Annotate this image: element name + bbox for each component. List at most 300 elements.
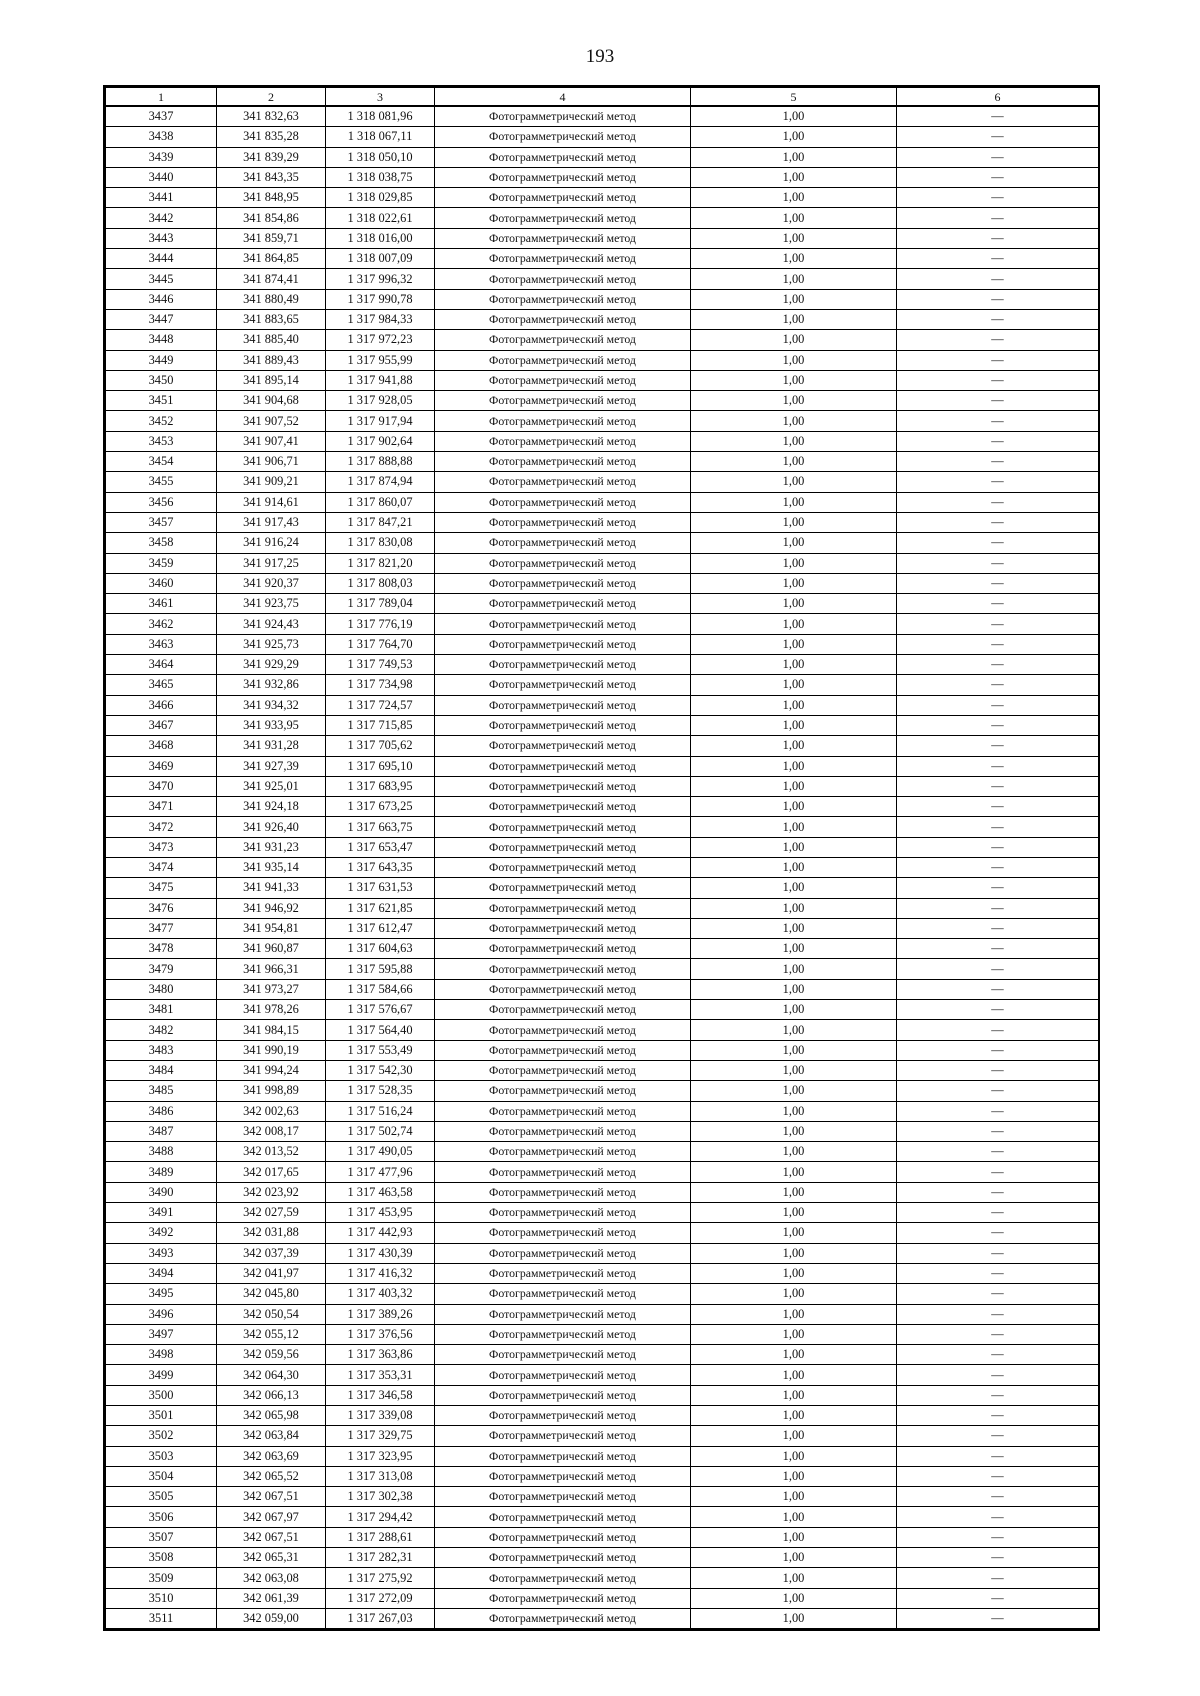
point-number-cell: 3490: [106, 1182, 217, 1202]
accuracy-cell: 1,00: [691, 370, 897, 390]
point-number-cell: 3470: [106, 776, 217, 796]
accuracy-cell: 1,00: [691, 837, 897, 857]
y-coordinate-cell: 1 317 888,88: [326, 452, 435, 472]
table-row: [106, 1568, 1099, 1588]
method-cell: Фотограмметрический метод: [435, 675, 691, 695]
description-cell: —: [897, 1548, 1099, 1568]
description-cell: —: [897, 1507, 1099, 1527]
accuracy-cell: 1,00: [691, 1081, 897, 1101]
point-number-cell: 3449: [106, 350, 217, 370]
table-row: [106, 1060, 1099, 1080]
y-coordinate-cell: 1 317 643,35: [326, 857, 435, 877]
table-row: [106, 1466, 1099, 1486]
description-cell: —: [897, 1446, 1099, 1466]
y-coordinate-cell: 1 317 595,88: [326, 959, 435, 979]
y-coordinate-cell: 1 318 029,85: [326, 188, 435, 208]
table-row: [106, 350, 1099, 370]
y-coordinate-cell: 1 317 715,85: [326, 715, 435, 735]
y-coordinate-cell: 1 317 776,19: [326, 614, 435, 634]
description-cell: —: [897, 817, 1099, 837]
accuracy-cell: 1,00: [691, 1588, 897, 1608]
accuracy-cell: 1,00: [691, 228, 897, 248]
description-cell: —: [897, 350, 1099, 370]
accuracy-cell: 1,00: [691, 1182, 897, 1202]
method-cell: Фотограмметрический метод: [435, 1527, 691, 1547]
y-coordinate-cell: 1 317 453,95: [326, 1203, 435, 1223]
y-coordinate-cell: 1 318 050,10: [326, 147, 435, 167]
y-coordinate-cell: 1 317 329,75: [326, 1426, 435, 1446]
x-coordinate-cell: 341 916,24: [217, 533, 326, 553]
point-number-cell: 3481: [106, 1000, 217, 1020]
method-cell: Фотограмметрический метод: [435, 1243, 691, 1263]
x-coordinate-cell: 341 835,28: [217, 127, 326, 147]
y-coordinate-cell: 1 317 941,88: [326, 370, 435, 390]
y-coordinate-cell: 1 317 463,58: [326, 1182, 435, 1202]
method-cell: Фотограмметрический метод: [435, 1426, 691, 1446]
x-coordinate-cell: 341 854,86: [217, 208, 326, 228]
description-cell: —: [897, 655, 1099, 675]
method-cell: Фотограмметрический метод: [435, 1223, 691, 1243]
point-number-cell: 3440: [106, 167, 217, 187]
description-cell: —: [897, 959, 1099, 979]
method-cell: Фотограмметрический метод: [435, 472, 691, 492]
table-row: [106, 1203, 1099, 1223]
description-cell: —: [897, 188, 1099, 208]
description-cell: —: [897, 1223, 1099, 1243]
point-number-cell: 3468: [106, 736, 217, 756]
y-coordinate-cell: 1 317 705,62: [326, 736, 435, 756]
method-cell: Фотограмметрический метод: [435, 431, 691, 451]
method-cell: Фотограмметрический метод: [435, 695, 691, 715]
method-cell: Фотограмметрический метод: [435, 188, 691, 208]
point-number-cell: 3441: [106, 188, 217, 208]
description-cell: —: [897, 1385, 1099, 1405]
table-row: [106, 1081, 1099, 1101]
accuracy-cell: 1,00: [691, 736, 897, 756]
x-coordinate-cell: 341 848,95: [217, 188, 326, 208]
point-number-cell: 3488: [106, 1142, 217, 1162]
description-cell: —: [897, 594, 1099, 614]
y-coordinate-cell: 1 317 528,35: [326, 1081, 435, 1101]
accuracy-cell: 1,00: [691, 1121, 897, 1141]
description-cell: —: [897, 533, 1099, 553]
y-coordinate-cell: 1 317 749,53: [326, 655, 435, 675]
x-coordinate-cell: 342 067,51: [217, 1527, 326, 1547]
table-row: [106, 939, 1099, 959]
column-header-4: 4: [435, 88, 691, 107]
y-coordinate-cell: 1 317 389,26: [326, 1304, 435, 1324]
y-coordinate-cell: 1 317 564,40: [326, 1020, 435, 1040]
description-cell: —: [897, 1304, 1099, 1324]
description-cell: —: [897, 1365, 1099, 1385]
x-coordinate-cell: 341 925,73: [217, 634, 326, 654]
x-coordinate-cell: 341 931,23: [217, 837, 326, 857]
x-coordinate-cell: 341 914,61: [217, 492, 326, 512]
table-row: [106, 188, 1099, 208]
method-cell: Фотограмметрический метод: [435, 1304, 691, 1324]
x-coordinate-cell: 341 883,65: [217, 309, 326, 329]
x-coordinate-cell: 342 055,12: [217, 1324, 326, 1344]
x-coordinate-cell: 341 874,41: [217, 269, 326, 289]
table-row: [106, 1101, 1099, 1121]
description-cell: —: [897, 269, 1099, 289]
x-coordinate-cell: 342 065,31: [217, 1548, 326, 1568]
point-number-cell: 3461: [106, 594, 217, 614]
accuracy-cell: 1,00: [691, 817, 897, 837]
table-body: [106, 106, 1099, 1629]
y-coordinate-cell: 1 317 695,10: [326, 756, 435, 776]
x-coordinate-cell: 341 885,40: [217, 330, 326, 350]
accuracy-cell: 1,00: [691, 1060, 897, 1080]
table-row: [106, 1548, 1099, 1568]
method-cell: Фотограмметрический метод: [435, 452, 691, 472]
description-cell: —: [897, 1487, 1099, 1507]
point-number-cell: 3454: [106, 452, 217, 472]
description-cell: —: [897, 492, 1099, 512]
accuracy-cell: 1,00: [691, 188, 897, 208]
point-number-cell: 3475: [106, 878, 217, 898]
point-number-cell: 3438: [106, 127, 217, 147]
method-cell: Фотограмметрический метод: [435, 736, 691, 756]
table-row: [106, 979, 1099, 999]
x-coordinate-cell: 342 013,52: [217, 1142, 326, 1162]
x-coordinate-cell: 342 045,80: [217, 1284, 326, 1304]
x-coordinate-cell: 341 990,19: [217, 1040, 326, 1060]
y-coordinate-cell: 1 317 272,09: [326, 1588, 435, 1608]
point-number-cell: 3497: [106, 1324, 217, 1344]
method-cell: Фотограмметрический метод: [435, 391, 691, 411]
method-cell: Фотограмметрический метод: [435, 208, 691, 228]
method-cell: Фотограмметрический метод: [435, 1365, 691, 1385]
table-row: [106, 1345, 1099, 1365]
y-coordinate-cell: 1 317 604,63: [326, 939, 435, 959]
method-cell: Фотограмметрический метод: [435, 594, 691, 614]
y-coordinate-cell: 1 317 553,49: [326, 1040, 435, 1060]
point-number-cell: 3492: [106, 1223, 217, 1243]
point-number-cell: 3444: [106, 249, 217, 269]
method-cell: Фотограмметрический метод: [435, 309, 691, 329]
accuracy-cell: 1,00: [691, 1040, 897, 1060]
method-cell: Фотограмметрический метод: [435, 1040, 691, 1060]
x-coordinate-cell: 341 907,41: [217, 431, 326, 451]
point-number-cell: 3507: [106, 1527, 217, 1547]
y-coordinate-cell: 1 317 288,61: [326, 1527, 435, 1547]
description-cell: —: [897, 695, 1099, 715]
description-cell: —: [897, 1121, 1099, 1141]
accuracy-cell: 1,00: [691, 330, 897, 350]
method-cell: Фотограмметрический метод: [435, 959, 691, 979]
point-number-cell: 3457: [106, 512, 217, 532]
method-cell: Фотограмметрический метод: [435, 837, 691, 857]
accuracy-cell: 1,00: [691, 1466, 897, 1486]
table-row: [106, 106, 1099, 127]
y-coordinate-cell: 1 317 860,07: [326, 492, 435, 512]
table-header: [106, 88, 1099, 107]
table-row: [106, 878, 1099, 898]
description-cell: —: [897, 208, 1099, 228]
method-cell: Фотограмметрический метод: [435, 1406, 691, 1426]
x-coordinate-cell: 341 998,89: [217, 1081, 326, 1101]
description-cell: —: [897, 878, 1099, 898]
accuracy-cell: 1,00: [691, 1406, 897, 1426]
accuracy-cell: 1,00: [691, 614, 897, 634]
accuracy-cell: 1,00: [691, 939, 897, 959]
x-coordinate-cell: 341 946,92: [217, 898, 326, 918]
accuracy-cell: 1,00: [691, 776, 897, 796]
description-cell: —: [897, 918, 1099, 938]
table-row: [106, 208, 1099, 228]
point-number-cell: 3460: [106, 573, 217, 593]
method-cell: Фотограмметрический метод: [435, 330, 691, 350]
accuracy-cell: 1,00: [691, 918, 897, 938]
accuracy-cell: 1,00: [691, 309, 897, 329]
table-row: [106, 1040, 1099, 1060]
accuracy-cell: 1,00: [691, 675, 897, 695]
description-cell: —: [897, 1162, 1099, 1182]
description-cell: —: [897, 1243, 1099, 1263]
accuracy-cell: 1,00: [691, 655, 897, 675]
x-coordinate-cell: 341 926,40: [217, 817, 326, 837]
point-number-cell: 3505: [106, 1487, 217, 1507]
x-coordinate-cell: 341 927,39: [217, 756, 326, 776]
accuracy-cell: 1,00: [691, 959, 897, 979]
y-coordinate-cell: 1 317 416,32: [326, 1263, 435, 1283]
point-number-cell: 3501: [106, 1406, 217, 1426]
method-cell: Фотограмметрический метод: [435, 1487, 691, 1507]
y-coordinate-cell: 1 317 302,38: [326, 1487, 435, 1507]
table-row: [106, 797, 1099, 817]
description-cell: —: [897, 1324, 1099, 1344]
point-number-cell: 3504: [106, 1466, 217, 1486]
point-number-cell: 3455: [106, 472, 217, 492]
point-number-cell: 3502: [106, 1426, 217, 1446]
table-row: [106, 898, 1099, 918]
method-cell: Фотограмметрический метод: [435, 1385, 691, 1405]
y-coordinate-cell: 1 318 016,00: [326, 228, 435, 248]
x-coordinate-cell: 341 994,24: [217, 1060, 326, 1080]
accuracy-cell: 1,00: [691, 1263, 897, 1283]
description-cell: —: [897, 1060, 1099, 1080]
description-cell: —: [897, 776, 1099, 796]
x-coordinate-cell: 341 960,87: [217, 939, 326, 959]
point-number-cell: 3467: [106, 715, 217, 735]
description-cell: —: [897, 330, 1099, 350]
x-coordinate-cell: 341 954,81: [217, 918, 326, 938]
table-row: [106, 655, 1099, 675]
table-row: [106, 147, 1099, 167]
description-cell: —: [897, 127, 1099, 147]
description-cell: —: [897, 736, 1099, 756]
table-row: [106, 918, 1099, 938]
table-row: [106, 1162, 1099, 1182]
table-row: [106, 1507, 1099, 1527]
y-coordinate-cell: 1 317 516,24: [326, 1101, 435, 1121]
x-coordinate-cell: 342 063,84: [217, 1426, 326, 1446]
y-coordinate-cell: 1 317 621,85: [326, 898, 435, 918]
y-coordinate-cell: 1 317 346,58: [326, 1385, 435, 1405]
y-coordinate-cell: 1 317 830,08: [326, 533, 435, 553]
table-row: [106, 1263, 1099, 1283]
method-cell: Фотограмметрический метод: [435, 1162, 691, 1182]
description-cell: —: [897, 1000, 1099, 1020]
point-number-cell: 3464: [106, 655, 217, 675]
x-coordinate-cell: 341 984,15: [217, 1020, 326, 1040]
accuracy-cell: 1,00: [691, 695, 897, 715]
column-header-1: 1: [106, 88, 217, 107]
point-number-cell: 3508: [106, 1548, 217, 1568]
point-number-cell: 3469: [106, 756, 217, 776]
table-row: [106, 1406, 1099, 1426]
method-cell: Фотограмметрический метод: [435, 249, 691, 269]
method-cell: Фотограмметрический метод: [435, 147, 691, 167]
accuracy-cell: 1,00: [691, 167, 897, 187]
accuracy-cell: 1,00: [691, 1304, 897, 1324]
table-row: [106, 512, 1099, 532]
x-coordinate-cell: 341 907,52: [217, 411, 326, 431]
y-coordinate-cell: 1 317 902,64: [326, 431, 435, 451]
table-row: [106, 127, 1099, 147]
method-cell: Фотограмметрический метод: [435, 411, 691, 431]
y-coordinate-cell: 1 317 490,05: [326, 1142, 435, 1162]
y-coordinate-cell: 1 317 683,95: [326, 776, 435, 796]
method-cell: Фотограмметрический метод: [435, 1060, 691, 1080]
accuracy-cell: 1,00: [691, 269, 897, 289]
accuracy-cell: 1,00: [691, 1527, 897, 1547]
description-cell: —: [897, 1182, 1099, 1202]
accuracy-cell: 1,00: [691, 756, 897, 776]
point-number-cell: 3477: [106, 918, 217, 938]
accuracy-cell: 1,00: [691, 1345, 897, 1365]
table-row: [106, 249, 1099, 269]
description-cell: —: [897, 1040, 1099, 1060]
y-coordinate-cell: 1 317 363,86: [326, 1345, 435, 1365]
coordinates-table: [105, 87, 1099, 1629]
method-cell: Фотограмметрический метод: [435, 715, 691, 735]
table-row: [106, 1446, 1099, 1466]
method-cell: Фотограмметрический метод: [435, 492, 691, 512]
y-coordinate-cell: 1 317 874,94: [326, 472, 435, 492]
accuracy-cell: 1,00: [691, 106, 897, 127]
y-coordinate-cell: 1 317 821,20: [326, 553, 435, 573]
point-number-cell: 3466: [106, 695, 217, 715]
x-coordinate-cell: 342 017,65: [217, 1162, 326, 1182]
method-cell: Фотограмметрический метод: [435, 553, 691, 573]
point-number-cell: 3450: [106, 370, 217, 390]
point-number-cell: 3456: [106, 492, 217, 512]
x-coordinate-cell: 342 067,51: [217, 1487, 326, 1507]
y-coordinate-cell: 1 317 996,32: [326, 269, 435, 289]
table-row: [106, 776, 1099, 796]
x-coordinate-cell: 342 067,97: [217, 1507, 326, 1527]
point-number-cell: 3442: [106, 208, 217, 228]
y-coordinate-cell: 1 317 339,08: [326, 1406, 435, 1426]
y-coordinate-cell: 1 318 022,61: [326, 208, 435, 228]
description-cell: —: [897, 857, 1099, 877]
x-coordinate-cell: 341 925,01: [217, 776, 326, 796]
method-cell: Фотограмметрический метод: [435, 127, 691, 147]
description-cell: —: [897, 756, 1099, 776]
x-coordinate-cell: 341 933,95: [217, 715, 326, 735]
description-cell: —: [897, 147, 1099, 167]
method-cell: Фотограмметрический метод: [435, 370, 691, 390]
method-cell: Фотограмметрический метод: [435, 1101, 691, 1121]
description-cell: —: [897, 1568, 1099, 1588]
description-cell: —: [897, 1588, 1099, 1608]
y-coordinate-cell: 1 317 430,39: [326, 1243, 435, 1263]
method-cell: Фотограмметрический метод: [435, 797, 691, 817]
accuracy-cell: 1,00: [691, 857, 897, 877]
method-cell: Фотограмметрический метод: [435, 776, 691, 796]
method-cell: Фотограмметрический метод: [435, 1081, 691, 1101]
x-coordinate-cell: 341 917,25: [217, 553, 326, 573]
y-coordinate-cell: 1 317 917,94: [326, 411, 435, 431]
description-cell: —: [897, 228, 1099, 248]
accuracy-cell: 1,00: [691, 1223, 897, 1243]
table-row: [106, 553, 1099, 573]
x-coordinate-cell: 341 832,63: [217, 106, 326, 127]
point-number-cell: 3462: [106, 614, 217, 634]
method-cell: Фотограмметрический метод: [435, 1263, 691, 1283]
table-row: [106, 330, 1099, 350]
x-coordinate-cell: 341 978,26: [217, 1000, 326, 1020]
accuracy-cell: 1,00: [691, 1243, 897, 1263]
description-cell: —: [897, 411, 1099, 431]
description-cell: —: [897, 797, 1099, 817]
y-coordinate-cell: 1 317 653,47: [326, 837, 435, 857]
point-number-cell: 3471: [106, 797, 217, 817]
x-coordinate-cell: 341 889,43: [217, 350, 326, 370]
y-coordinate-cell: 1 317 724,57: [326, 695, 435, 715]
accuracy-cell: 1,00: [691, 553, 897, 573]
description-cell: —: [897, 370, 1099, 390]
point-number-cell: 3446: [106, 289, 217, 309]
accuracy-cell: 1,00: [691, 512, 897, 532]
x-coordinate-cell: 342 041,97: [217, 1263, 326, 1283]
accuracy-cell: 1,00: [691, 350, 897, 370]
x-coordinate-cell: 342 050,54: [217, 1304, 326, 1324]
page-number: 193: [585, 46, 615, 67]
x-coordinate-cell: 341 839,29: [217, 147, 326, 167]
point-number-cell: 3459: [106, 553, 217, 573]
description-cell: —: [897, 1263, 1099, 1283]
y-coordinate-cell: 1 317 282,31: [326, 1548, 435, 1568]
accuracy-cell: 1,00: [691, 1548, 897, 1568]
point-number-cell: 3465: [106, 675, 217, 695]
column-header-2: 2: [217, 88, 326, 107]
accuracy-cell: 1,00: [691, 1385, 897, 1405]
point-number-cell: 3482: [106, 1020, 217, 1040]
description-cell: —: [897, 1203, 1099, 1223]
description-cell: —: [897, 289, 1099, 309]
accuracy-cell: 1,00: [691, 289, 897, 309]
point-number-cell: 3496: [106, 1304, 217, 1324]
accuracy-cell: 1,00: [691, 1365, 897, 1385]
description-cell: —: [897, 431, 1099, 451]
point-number-cell: 3500: [106, 1385, 217, 1405]
point-number-cell: 3445: [106, 269, 217, 289]
point-number-cell: 3510: [106, 1588, 217, 1608]
description-cell: —: [897, 472, 1099, 492]
table-row: [106, 269, 1099, 289]
method-cell: Фотограмметрический метод: [435, 1020, 691, 1040]
description-cell: —: [897, 1345, 1099, 1365]
point-number-cell: 3495: [106, 1284, 217, 1304]
table-row: [106, 1020, 1099, 1040]
x-coordinate-cell: 341 966,31: [217, 959, 326, 979]
method-cell: Фотограмметрический метод: [435, 167, 691, 187]
x-coordinate-cell: 342 023,92: [217, 1182, 326, 1202]
table-row: [106, 675, 1099, 695]
